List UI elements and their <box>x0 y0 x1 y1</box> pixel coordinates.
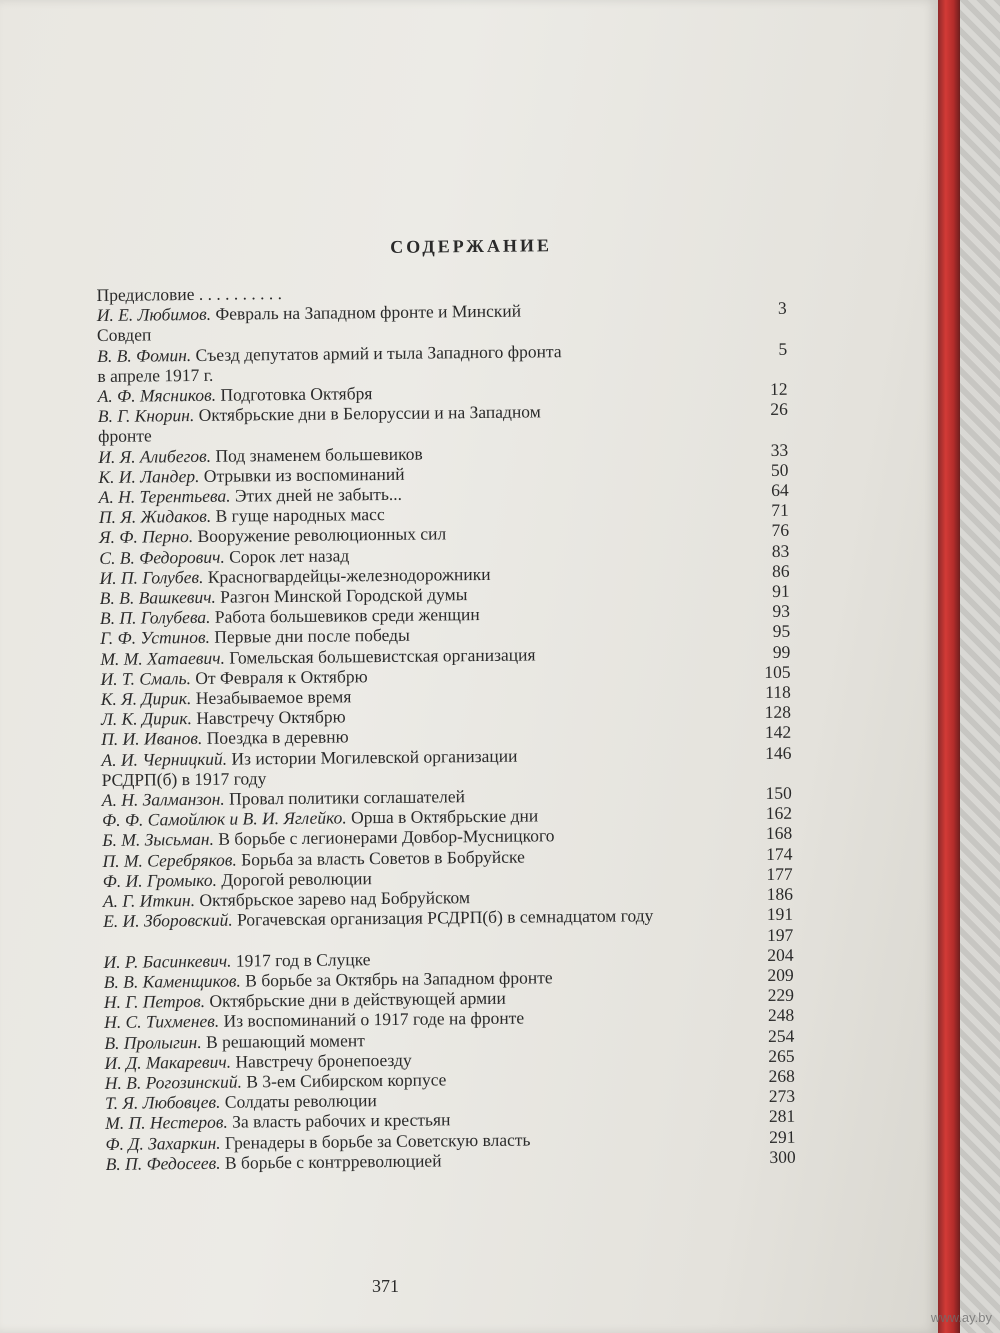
toc-entry-page: 174 <box>766 843 793 864</box>
toc-entry-title: От Февраля к Октябрю <box>195 666 368 688</box>
toc-entry-author: А. Ф. Мясников. <box>97 384 217 407</box>
toc-entry-page: 168 <box>765 823 793 844</box>
toc-entry-title: Разгон Минской Городской думы <box>220 584 468 607</box>
toc-entry-page: 71 <box>771 499 789 521</box>
toc-entry-title: Из воспоминаний о 1917 годе на фронте <box>223 1007 525 1032</box>
toc-entry-title: Отрывки из воспоминаний <box>203 463 405 486</box>
page-number: 371 <box>372 1276 399 1296</box>
toc-entry-page: 128 <box>764 702 792 723</box>
toc-entry-page: 91 <box>772 580 790 601</box>
toc-entry-page: 142 <box>764 722 792 743</box>
toc-entry-title: Солдаты революции <box>224 1090 377 1112</box>
toc-entry-title: Незабываемое время <box>195 686 352 709</box>
toc-entry-author: К. И. Ландер. <box>98 465 200 487</box>
toc-entry-author: Ф. Д. Захаркин. <box>105 1132 221 1154</box>
toc-list <box>96 278 795 1174</box>
toc-entry-author: П. Я. Жидаков. <box>98 506 212 528</box>
toc-entry-page: 229 <box>767 984 795 1006</box>
toc-entry-page: 191 <box>766 904 794 925</box>
toc-entry-page: 83 <box>771 540 790 561</box>
toc-entry-author: П. И. Иванов. <box>101 728 203 750</box>
toc-entry-title: Первые дни после победы <box>214 625 410 648</box>
toc-entry-title: В борьбе с легионерами Довбор-Мусницкого <box>218 825 555 850</box>
toc-entry-page: 26 <box>770 398 788 420</box>
toc-entry-author: А. Н. Терентьева. <box>98 485 231 508</box>
toc-entry-page: 95 <box>772 621 791 642</box>
toc-entry-page: 204 <box>767 944 794 965</box>
toc-entry-author: И. Т. Смаль. <box>100 667 192 689</box>
toc-entry-page: 273 <box>768 1085 796 1107</box>
toc-entry-page: 291 <box>769 1126 796 1147</box>
toc-entry-page: 254 <box>768 1025 795 1046</box>
toc-entry-page: 86 <box>771 560 790 581</box>
toc-entry-page: 162 <box>765 803 793 824</box>
toc-entry-page: 177 <box>766 863 793 884</box>
toc-entry-title: Октябрьское зарево над Бобруйском <box>199 887 471 911</box>
toc-entry-page: 93 <box>772 601 791 622</box>
toc-entry-title: Красногвардейцы-железнодорожники <box>207 563 491 587</box>
toc-entry-author: И. Д. Макаревич. <box>104 1051 232 1073</box>
toc-entry-title: Октябрьские дни в действующей армии <box>209 987 506 1011</box>
toc-entry-author: Т. Я. Любовцев. <box>104 1091 221 1114</box>
toc-entry-author: Г. Ф. Устинов. <box>100 627 211 649</box>
toc-entry-title: Орша в Октябрьские дни <box>351 805 539 828</box>
toc-entry-page: 150 <box>765 782 792 804</box>
toc-entry-author: М. М. Хатаевич. <box>100 647 226 669</box>
toc-entry-author: И. Р. Басинкевич. <box>103 950 232 972</box>
toc-entry-author: П. М. Серебряков. <box>102 849 237 871</box>
toc-entry-page: 3 <box>777 297 787 319</box>
table-of-contents <box>96 233 796 1174</box>
toc-entry-title: в апреле 1917 г. <box>97 364 214 386</box>
toc-entry-author: Я. Ф. Перно. <box>99 526 194 548</box>
toc-entry-author: И. Я. Алибегов. <box>98 445 212 467</box>
toc-entry-title: Из истории Могилевской организации <box>231 745 518 769</box>
toc-entry-title: Подготовка Октября <box>220 383 373 405</box>
toc-entry-page: 300 <box>769 1146 796 1167</box>
toc-entry-author: В. Г. Кнорин. <box>97 405 195 427</box>
toc-entry-author: В. П. Голубева. <box>99 607 211 629</box>
toc-entry-author: М. П. Нестеров. <box>105 1111 228 1134</box>
toc-entry-page: 33 <box>770 439 789 460</box>
toc-entry-author: И. П. Голубев. <box>99 566 204 588</box>
toc-entry-title: Навстречу бронепоезду <box>235 1049 412 1072</box>
toc-entry-page: 186 <box>766 883 793 905</box>
toc-entry-author: И. Е. Любимов. <box>96 304 212 326</box>
toc-entry-author: А. И. Черницкий. <box>101 748 228 770</box>
toc-entry-page: 5 <box>778 338 788 359</box>
toc-entry-title: Под знаменем большевиков <box>215 443 423 466</box>
toc-entry-author: К. Я. Дирик. <box>100 688 192 710</box>
toc-entry-title: За власть рабочих и крестьян <box>232 1109 451 1132</box>
toc-entry-title: В гуще народных масс <box>215 504 385 526</box>
toc-entry-title: Поездка в деревню <box>206 726 349 749</box>
toc-entry-title: В 3-ем Сибирском корпусе <box>246 1069 447 1092</box>
toc-entry-title: Гомельская большевистская организация <box>229 644 536 668</box>
toc-entry-title: Съезд депутатов армий и тыла Западного фронта <box>195 340 562 365</box>
toc-entry-author: Н. С. Тихменев. <box>104 1011 220 1033</box>
toc-entry-page: 99 <box>772 641 791 662</box>
toc-entry-title: В борьбе за Октябрь на Западном фронте <box>245 967 553 991</box>
toc-entry-author: В. Пролыгин. <box>104 1031 202 1053</box>
toc-entry-title: Этих дней не забыть... <box>234 483 403 506</box>
toc-entry-page: 76 <box>771 520 790 541</box>
toc-entry-title: В решающий момент <box>205 1029 365 1052</box>
toc-entry-page: 146 <box>765 742 792 763</box>
toc-entry-author: Н. Г. Петров. <box>103 991 206 1013</box>
toc-entry-page: 268 <box>768 1065 795 1086</box>
toc-entry-title: Предисловие . . . . . . . . . . <box>96 283 283 305</box>
toc-entry-page: 50 <box>770 459 789 480</box>
toc-entry-page: 265 <box>768 1045 795 1066</box>
toc-entry-title: Рогачевская организация РСДРП(б) в семнадцатом году <box>236 905 654 930</box>
toc-entry-title: Работа большевиков среди женщин <box>214 604 480 628</box>
toc-entry-page: 248 <box>767 1005 795 1026</box>
toc-entry-author: Л. К. Дирик. <box>100 708 193 730</box>
toc-entry-page: 105 <box>764 661 791 682</box>
toc-entry-page: 64 <box>771 479 789 500</box>
toc-entry-title: Совдеп <box>96 324 152 346</box>
toc-entry-title: РСДРП(б) в 1917 году <box>101 768 267 790</box>
toc-entry-author: В. В. Фомин. <box>97 344 192 366</box>
toc-entry-title: Провал политики соглашателей <box>229 786 466 809</box>
toc-entry-title: Октябрьские дни в Белоруссии и на Западном <box>198 401 541 426</box>
toc-entry-title: Вооружение революционных сил <box>197 523 447 547</box>
toc-entry-page: 118 <box>765 681 791 703</box>
toc-entry-title: Дорогой революции <box>221 868 372 890</box>
toc-entry-page: 12 <box>769 378 788 399</box>
toc-entry-page: 281 <box>768 1106 796 1127</box>
toc-entry-title: Гренадеры в борьбе за Советскую власть <box>224 1129 531 1153</box>
toc-entry-author: В. П. Федосеев. <box>105 1152 221 1174</box>
toc-entry-page: 209 <box>767 964 794 985</box>
toc-entry-title: Сорок лет назад <box>229 545 350 567</box>
toc-entry-author: В. В. Каменщиков. <box>103 970 241 992</box>
toc-entry-page: 197 <box>766 924 794 945</box>
toc-entry-title: фронте <box>97 425 152 447</box>
toc-entry-title: Февраль на Западном фронте и Минский <box>215 300 522 324</box>
toc-entry-author: А. Г. Иткин. <box>102 890 196 912</box>
toc-entry-title: Борьба за власть Советов в Бобруйске <box>241 846 525 870</box>
toc-entry-author: Е. И. Зборовский. <box>103 909 233 932</box>
toc-entry-title: Навстречу Октябрю <box>196 706 346 729</box>
toc-entry-author: Б. М. Зысьман. <box>102 829 215 851</box>
toc-entry-author: Н. В. Рогозинский. <box>104 1071 243 1093</box>
toc-entry-title: В борьбе с контрреволюцией <box>224 1150 442 1173</box>
toc-entry-author: В. В. Вашкевич. <box>99 586 216 609</box>
toc-entry-author: С. В. Федорович. <box>99 546 225 568</box>
toc-entry-title: 1917 год в Слуцке <box>235 948 371 971</box>
toc-entry-author: Ф. И. Громыко. <box>102 869 217 891</box>
background-cloth <box>960 0 1000 1333</box>
watermark: www.ay.by <box>930 1310 992 1325</box>
red-cover-edge <box>938 0 960 1333</box>
toc-entry-author: Ф. Ф. Самойлюк и В. И. Яглейко. <box>101 807 347 831</box>
toc-entry-author: А. Н. Залманзон. <box>101 788 225 811</box>
toc-title: СОДЕРЖАНИЕ <box>390 235 553 257</box>
